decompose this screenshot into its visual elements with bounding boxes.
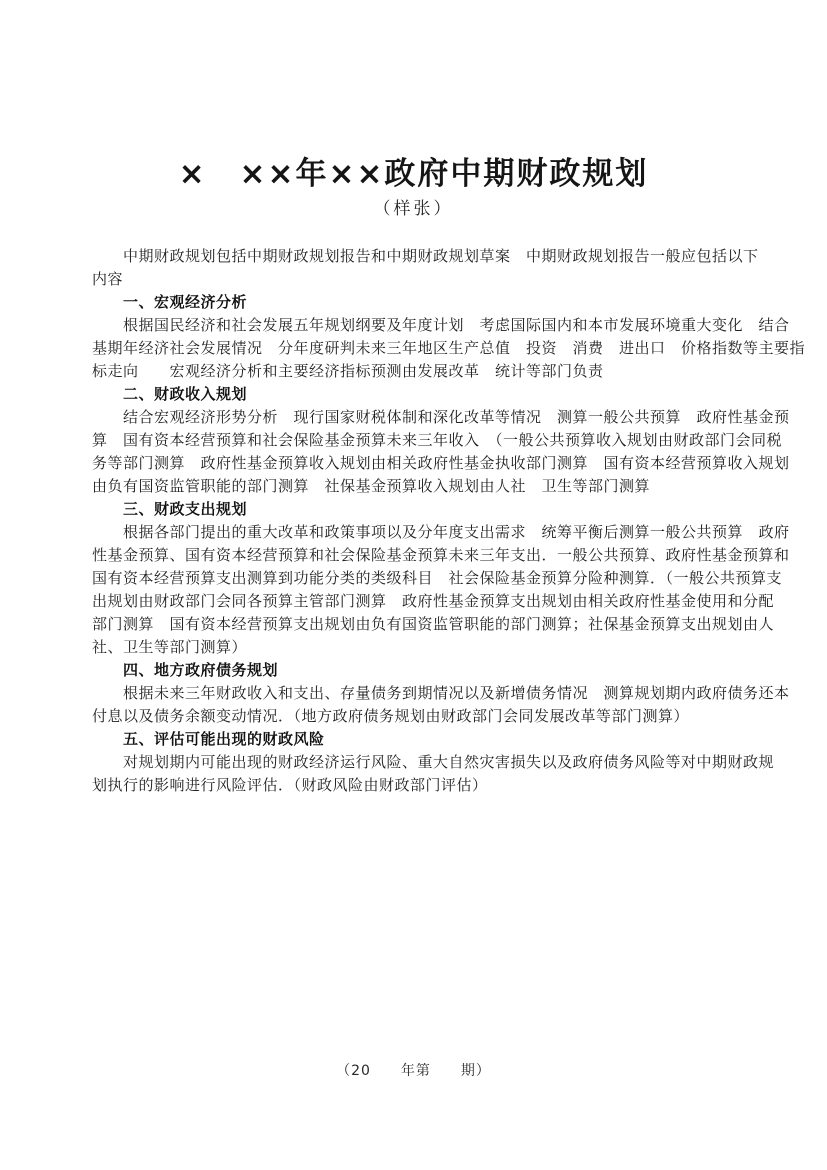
- body-line: 社、卫生等部门测算）: [92, 638, 248, 656]
- body-line: 对规划期内可能出现的财政经济运行风险、重大自然灾害损失以及政府债务风险等对中期财政规: [92, 753, 775, 771]
- body-line: 国有资本经营预算支出测算到功能分类的类级科目 社会保险基金预算分险种测算．（一般公共预算支: [92, 569, 783, 587]
- body-line: 中期财政规划包括中期财政规划报告和中期财政规划草案 中期财政规划报告一般应包括以下: [92, 247, 759, 265]
- section-heading-line: 四、地方政府债务规划: [92, 661, 279, 679]
- page-title: × ××年××政府中期财政规划: [178, 156, 649, 192]
- body-line: 务等部门测算 政府性基金预算收入规划由相关政府性基金执收部门测算 国有资本经营预算收入规划: [92, 454, 790, 472]
- section-heading-line: 五、评估可能出现的财政风险: [92, 730, 325, 748]
- section-heading-line: 二、财政收入规划: [92, 385, 248, 403]
- body-line: 根据未来三年财政收入和支出、存量债务到期情况以及新增债务情况 测算规划期内政府债务还本: [92, 684, 790, 702]
- body-line: 出规划由财政部门会同各预算主管部门测算 政府性基金预算支出规划由相关政府性基金使用和分配: [92, 592, 775, 610]
- page-subtitle: （样张）: [373, 199, 454, 219]
- body-line: 根据各部门提出的重大改革和政策事项以及分年度支出需求 统筹平衡后测算一般公共预算 政府: [92, 523, 790, 541]
- body-line: 划执行的影响进行风险评估．（财政风险由财政部门评估）: [92, 776, 488, 794]
- body-line: 基期年经济社会发展情况 分年度研判未来三年地区生产总值 投资 消费 进出口 价格指数等主要指: [92, 339, 806, 357]
- document-body: [92, 245, 806, 797]
- body-line: 性基金预算、国有资本经营预算和社会保险基金预算未来三年支出．一般公共预算、政府性基金预算和: [92, 546, 790, 564]
- body-line: 付息以及债务余额变动情况．（地方政府债务规划由财政部门会同发展改革等部门测算）: [92, 707, 690, 725]
- body-line: 标走向 宏观经济分析和主要经济指标预测由发展改革 统计等部门负责: [92, 362, 604, 380]
- body-line: 根据国民经济和社会发展五年规划纲要及年度计划 考虑国际国内和本市发展环境重大变化 结合: [92, 316, 790, 334]
- section-heading-line: 三、财政支出规划: [92, 500, 248, 518]
- body-line: 算 国有资本经营预算和社会保险基金预算未来三年收入 （一般公共预算收入规划由财政部门会同税: [92, 431, 783, 449]
- body-line: 结合宏观经济形势分析 现行国家财税体制和深化改革等情况 测算一般公共预算 政府性基金预: [92, 408, 790, 426]
- body-line: 内容: [92, 270, 124, 288]
- body-lines-container: [92, 245, 806, 797]
- page-footer-issue-label: （20 年第 期）: [336, 1063, 491, 1079]
- section-heading-line: 一、宏观经济分析: [92, 293, 248, 311]
- body-line: 部门测算 国有资本经营预算支出规划由负有国资监管职能的部门测算；社保基金预算支出规划由人: [92, 615, 775, 633]
- body-line: 由负有国资监管职能的部门测算 社保基金预算收入规划由人社 卫生等部门测算: [92, 477, 651, 495]
